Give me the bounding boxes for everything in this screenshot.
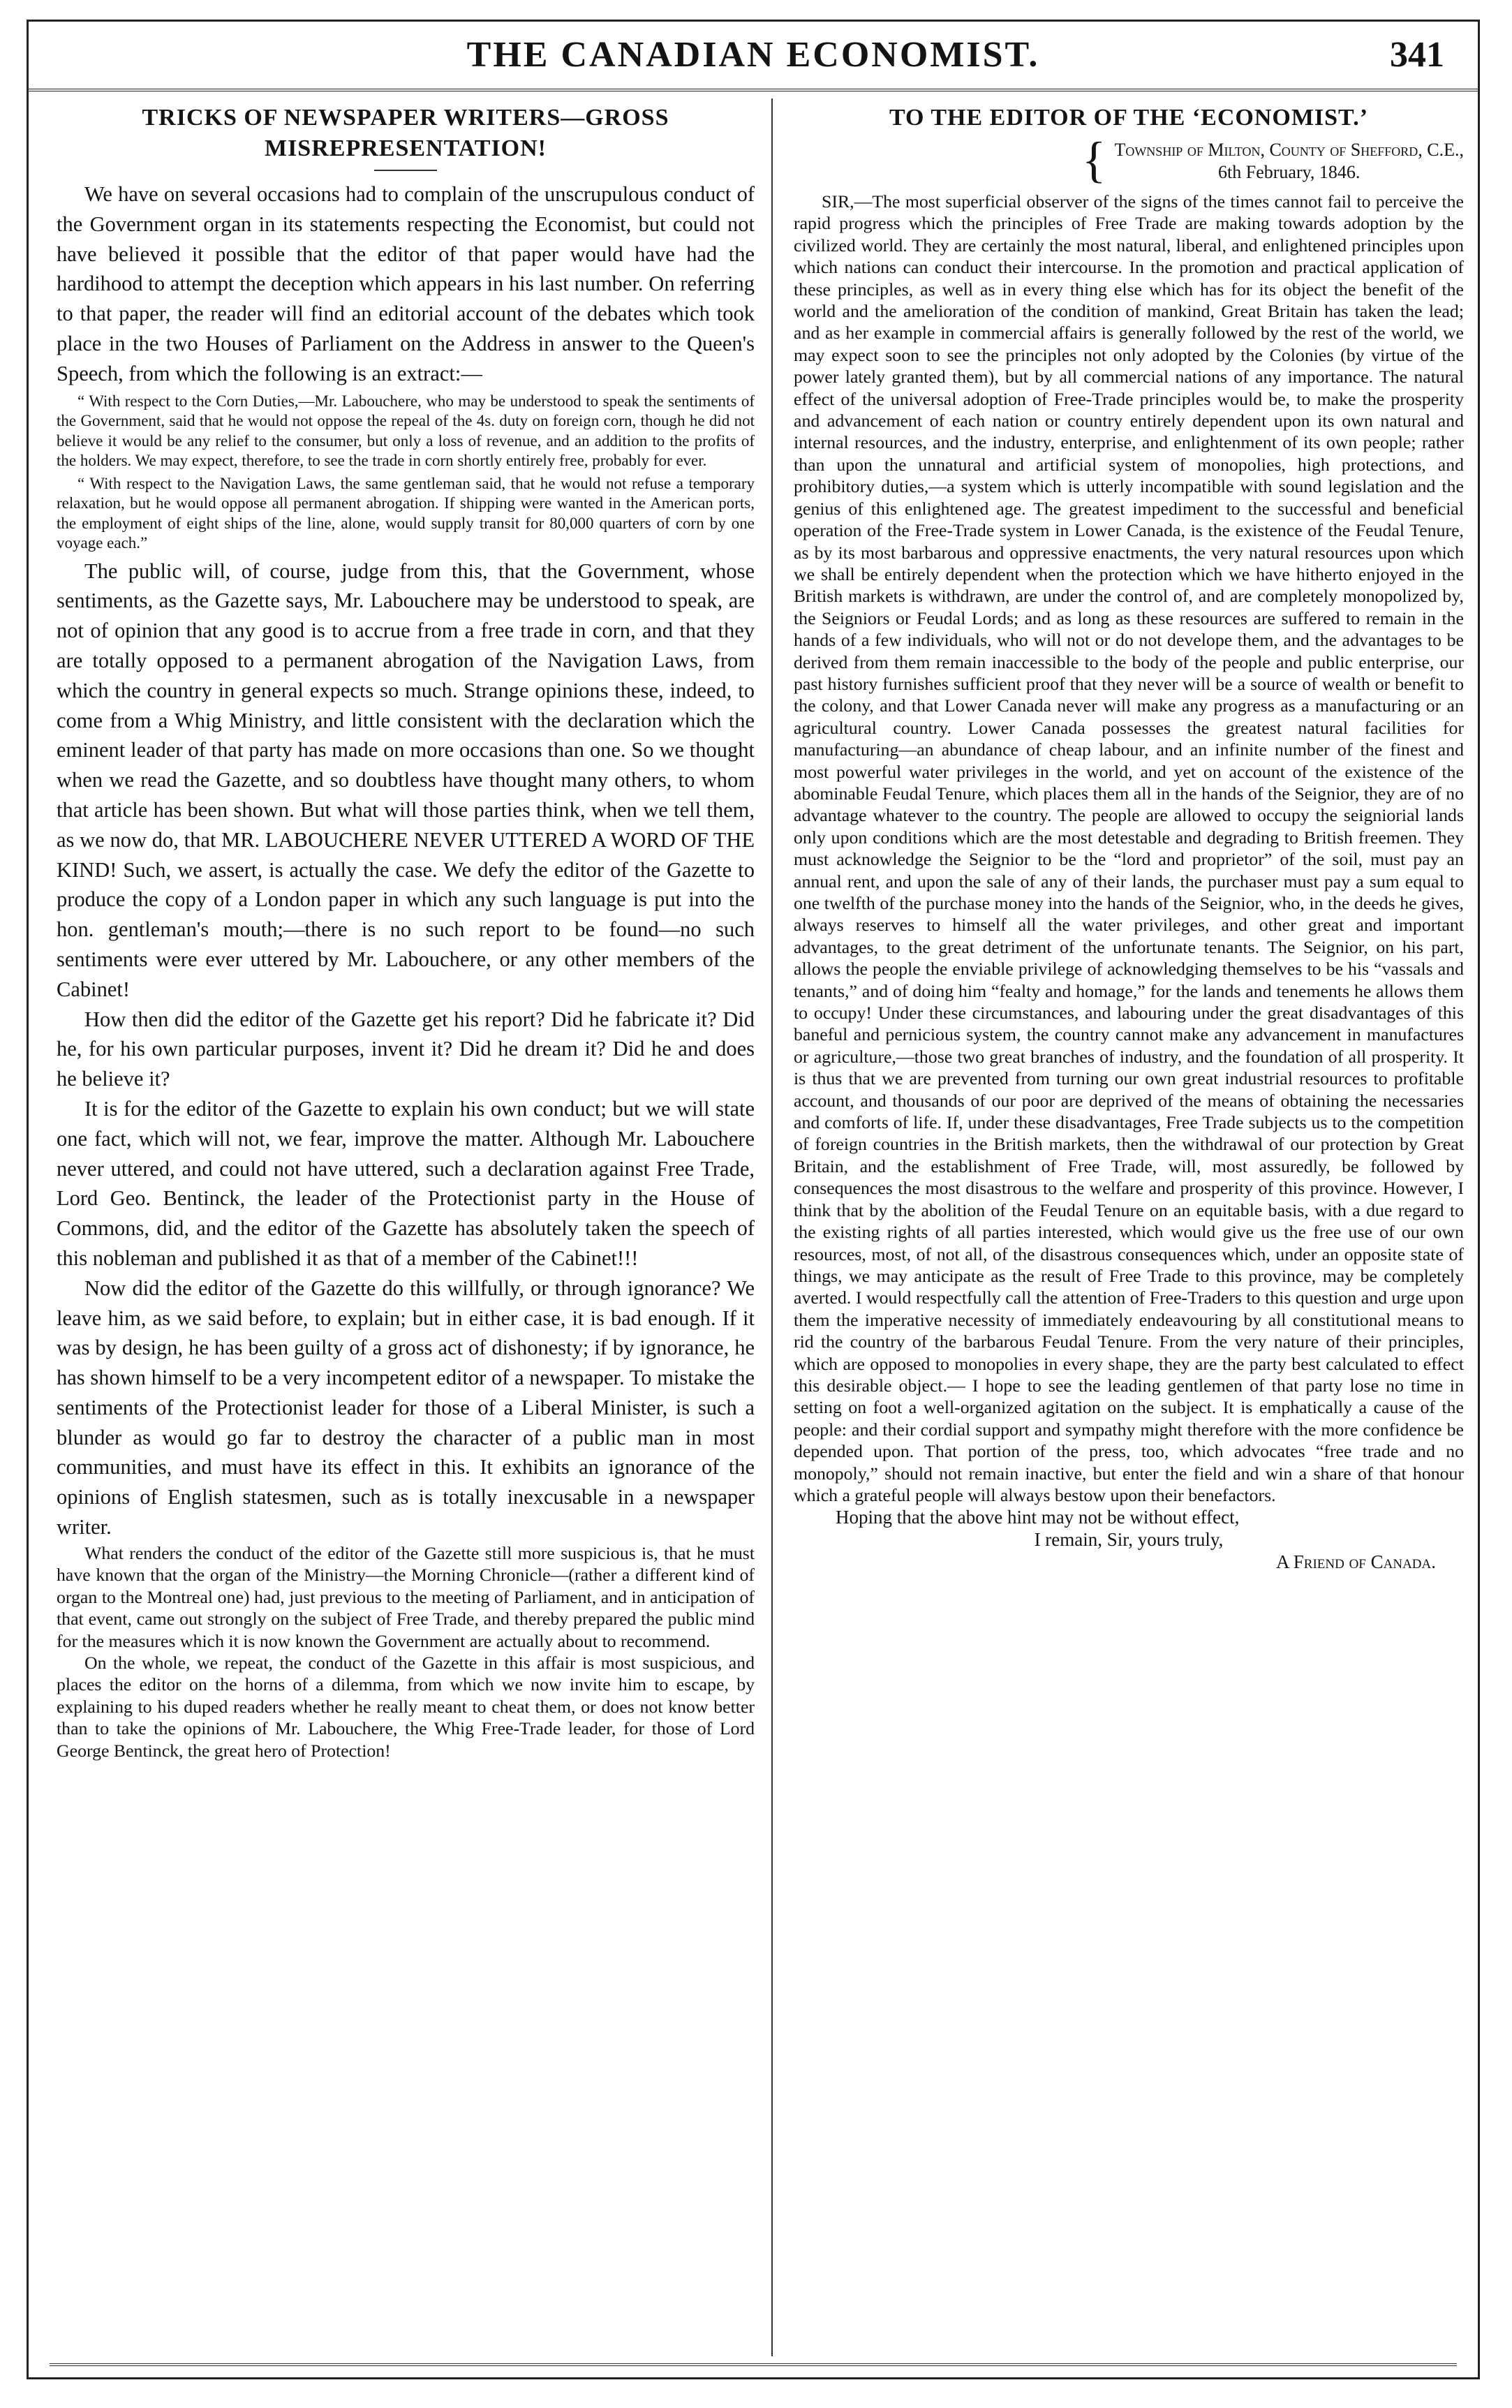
left-column [57, 103, 755, 2349]
dateline-brace: { [1081, 132, 1106, 188]
bottom-rule [50, 2363, 1457, 2366]
left-paragraph-1: We have on several occasions had to complain of the unscrupulous conduct of the Government organ in its statements respecting the Economist, but could not have believed it possible that the editor of that paper would have had the hardihood to attempt the deception which appears in his last number. On referring to that paper, the reader will find an editorial account of the debates which took place in the two Houses of Parliament on the Address in answer to the Queen's Speech, from which the following is an extract:— [57, 182, 755, 385]
letter-headline: TO THE EDITOR OF THE ‘ECONOMIST.’ [889, 105, 1369, 131]
left-paragraph-2: The public will, of course, judge from this, that the Government, whose sentiments, as the Gazette says, Mr. Labouchere may be understood to speak, are not of opinion that any good is to accrue from a free trade in corn, and that they are totally opposed to a permanent abrogation of the Navigation Laws, from which the country in general expects so much. Strange opinions these, indeed, to come from a Whig Ministry, and little consistent with the declaration which the eminent leader of that party has made on more occasions than one. So we thought when we read the Gazette, and so doubtless have thought many others, to whom that article has been shown. But what will those parties think, when we tell them, as we now do, that MR. LABOUCHERE NEVER UTTERED A WORD OF THE KIND! Such, we assert, is actually the case. We defy the editor of the Gazette to produce the copy of a London paper in which any such language is put into the hon. gentleman's mouth;—there is no such report to be found—no such sentiments were ever uttered by Mr. Labouchere, or any other members of the Cabinet! [57, 559, 755, 1001]
letter-closing-hope: Hoping that the above hint may not be without effect, [836, 1507, 1240, 1528]
left-paragraph-5: Now did the editor of the Gazette do this willfully, or through ignorance? We leave him, as we said before, to explain; but in either case, it is bad enough. If it was by design, he has been guilty of a gross act of dishonesty; if by ignorance, he has shown himself to be a very incompetent editor of a newspaper. To mistake the sentiments of the Protectionist leader for those of a Liberal Minister, is such a blunder as would go far to destroy the character of a public man in most communities, and must have its effect in this. It exhibits an ignorance of the opinions of English statesmen, such as is totally inexcusable in a newspaper writer. [57, 1276, 755, 1539]
letter-dateline [794, 132, 1464, 188]
column-divider [771, 98, 773, 2356]
newspaper-page [27, 20, 1480, 2379]
letter-signature: A Friend of Canada. [1276, 1551, 1436, 1573]
headline-rule [374, 170, 437, 171]
letter-body: SIR,—The most superficial observer of the signs of the times cannot fail to perceive the rapid progress which the principles of Free Trade are making towards adoption by the civilized world. They are certainly the most natural, liberal, and enlightened principles upon which nations can conduct their intercourse. In the promotion and practical application of these principles, as well as in every thing else which has for its object the benefit of the world and the amelioration of the condition of mankind, Great Britain has taken the lead; and as her example in commercial affairs is generally followed by the rest of the world, we may expect soon to see the principles not only adopted by the Colonies (by virtue of the power lately granted them), but by all commercial nations of any importance. The natural effect of the universal adoption of Free-Trade principles would be, to make the prosperity and advancement of each nation or country entirely dependent upon its own natural and internal resources, and the industry, enterprise, and enlightenment of its own people; rather than upon the unnatural and artificial system of monopolies, high protections, and prohibitory duties,—a system which is utterly incompatible with sound legislation and the genius of this enlightened age. The greatest impediment to the successful and beneficial operation of the Free-Trade system in Lower Canada, is the existence of the Feudal Tenure, as by its most barbarous and oppressive enactments, the very natural resources upon which we shall be entirely dependent when the protection which we have hitherto enjoyed in the British markets is withdrawn, are under the control of, and are completely monopolized by, the Seigniors or Feudal Lords; and as long as these resources are suffered to remain in the hands of a few individuals, who will not or do not develope them, and the advantages to be derived from them remain inaccessible to the body of the people and public enterprise, our past history furnishes sufficient proof that they never will be a source of wealth or benefit to the colony, and that Lower Canada never will make any progress as a manufacturing or an agricultural country. Lower Canada possesses the greatest natural facilities for manufacturing—an abundance of cheap labour, and an infinite number of the finest and most powerful water privileges in the world, and yet on account of the existence of the abominable Feudal Tenure, which places them all in the hands of the Seignior, they are of no advantage whatever to the country. The people are allowed to occupy the seigniorial lands only upon conditions which are the most detestable and degrading to British freemen. They must acknowledge the Seignior to be the “lord and proprietor” of the soil, must pay an annual rent, and upon the sale of any of their lands, the purchaser must pay a sum equal to one twelfth of the purchase money into the hands of the Seignior, who, in the deeds he gives, always reserves to himself all the water privileges, and other great and important advantages, to the great detriment of the unfortunate tenants. The Seignior, on his part, allows the people the enviable privilege of acknowledging themselves to be his “vassals and tenants,” and of doing him “fealty and homage,” for the lands and tenements he allows them to occupy! Under these circumstances, and labouring under the great disadvantages of this baneful and pernicious system, the country cannot make any advancement in manufactures or agriculture,—those two great branches of industry, and the foundation of all prosperity. It is thus that we are prevented from turning our own great industrial resources to profitable account, and thousands of our poor are deprived of the means of obtaining the necessaries and comforts of life. If, under these disadvantages, Free Trade subjects us to the competition of foreign countries in the British markets, then the withdrawal of our protection by Great Britain, and the establishment of Free Trade, will, most assuredly, be followed by consequences the most disastrous to the welfare and prosperity of this province. However, I think that by the abolition of the Feudal Tenure on an equitable basis, with a due regard to the existing rights of all parties interested, which would give us the free use of our own resources, most, of not all, of the disastrous consequences which, under an opposite state of things, we may anticipate as the result of Free Trade to this province, may be completely averted. I would respectfully call the attention of Free-Traders to this question and urge upon them the imperative necessity of immediately endeavouring by all constitutional means to rid the country of the barbarous Feudal Tenure. From the very nature of their principles, which are opposed to monopolies in every shape, they are the party best calculated to effect this desirable object.— I hope to see the leading gentlemen of that party lose no time in setting on foot a well-organized agitation on the subject. It is emphatically a cause of the people: and their cordial support and sympathy might therefore with the more confidence be depended upon. That portion of the press, too, which advocates “free trade and no monopoly,” should not remain inactive, but enter the field and win a share of that honour which a grateful people will always bestow upon their benefactors. [794, 191, 1464, 1505]
left-paragraph-3: How then did the editor of the Gazette get his report? Did he fabricate it? Did he, for his own particular purposes, invent it? Did he dream it? Did he and does he believe it? [57, 1007, 755, 1091]
dateline-place: Township of Milton, County of Shefford, C.E., [1114, 140, 1464, 160]
masthead [29, 22, 1478, 91]
dateline-date: 6th February, 1846. [1218, 162, 1361, 182]
left-article-headline: TRICKS OF NEWSPAPER WRITERS—GROSS MISREPRESENTATION! [142, 105, 669, 161]
newspaper-title: THE CANADIAN ECONOMIST. [466, 35, 1040, 75]
left-paragraph-6: What renders the conduct of the editor of the Gazette still more suspicious is, that he must have known that the organ of the Ministry—the Morning Chronicle—(rather a different kind of organ to the Montreal one) had, just previous to the meeting of Parliament, and in anticipation of that event, came out strongly on the subject of Free Trade, and thereby prepared the public mind for the measures which it is now known the Government are actually about to recommend. [57, 1542, 755, 1651]
quote-navigation-laws: “ With respect to the Navigation Laws, the same gentleman said, that he would not refuse a temporary relaxation, but he would oppose all permanent abrogation. If shipping were wanted in the American ports, the employment of eight ships of the line, alone, would supply transit for 80,000 quarters of corn by one voyage each.” [57, 474, 755, 552]
right-column [794, 103, 1464, 2349]
page-number: 341 [1390, 35, 1444, 75]
left-paragraph-4: It is for the editor of the Gazette to explain his own conduct; but we will state one fact, which will not, we fear, improve the matter. Although Mr. Labouchere never uttered, and could not have uttered, such a declaration against Free Trade, Lord Geo. Bentinck, the leader of the Protectionist party in the House of Commons, did, and the editor of the Gazette has absolutely taken the speech of this nobleman and published it as that of a member of the Cabinet!!! [57, 1096, 755, 1270]
left-paragraph-7: On the whole, we repeat, the conduct of the Gazette in this affair is most suspicious, and places the editor on the horns of a dilemma, from which we now invite him to escape, by explaining to his duped readers whether he really meant to cheat them, or does not know better than to take the opinions of Mr. Labouchere, the Whig Free-Trade leader, for those of Lord George Bentinck, the great hero of Protection! [57, 1652, 755, 1761]
letter-closing-remain: I remain, Sir, yours truly, [1034, 1529, 1224, 1551]
quote-corn-duties: “ With respect to the Corn Duties,—Mr. Labouchere, who may be understood to speak the sentiments of the Government, said that he would not oppose the repeal of the 4s. duty on foreign corn, though he did not believe it would be any relief to the consumer, but only a loss of revenue, and an addition to the profits of the holders. We may expect, therefore, to see the trade in corn shortly entirely free, probably for ever. [57, 392, 755, 470]
